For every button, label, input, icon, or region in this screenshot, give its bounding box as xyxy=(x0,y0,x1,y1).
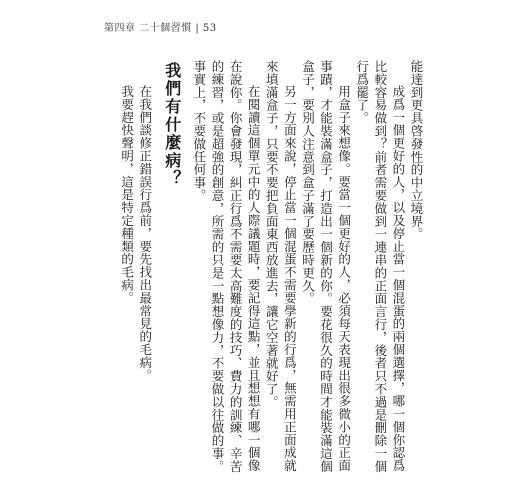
paragraph: 另一方面來說，停止當一個混蛋不需要學新的行爲，無需用正面成就來填滿盒子，只要不要把負面東西放進去，讓它空著就好了。 xyxy=(264,60,298,472)
body-text xyxy=(118,60,426,480)
running-header: 第四章 二十個習慣 | 53 xyxy=(104,23,217,34)
paragraph: 在我們談修正錯誤行爲前，要先找出最常見的毛病。 xyxy=(137,85,153,382)
paragraph: 在閱讀這個單元中的人際議題時，要記得這點，並且想想有哪一個像在說你。你會發現，糾正行爲不需要太高難度的技巧、費力的訓練、辛苦的練習，或是超強的創意，所需的只是一點想像力，不要做以往做的事。事實上，不要做任何事。 xyxy=(191,60,262,473)
paragraph: 成爲一個更好的人，以及停止當一個混蛋的兩個選擇，哪一個你認爲比較容易做到？前者需要做到一連串的正面言行，後者只不過是刪除一個行爲罷了。 xyxy=(354,60,406,473)
paragraph: 用盒子來想像。要當一個更好的人，必須每天表現出很多微小的正面事蹟，才能裝滿盒子，打造出一個新的你。要花很久的時間才能裝滿這個盒子，要別人注意到盒子滿了要歷時更久。 xyxy=(300,60,352,473)
paragraph: 能達到更具啓發性的中立境界。 xyxy=(409,60,424,241)
section-heading: 我們有什麼病？ xyxy=(162,62,182,188)
paragraph: 我要趕快聲明，這是特定種類的毛病。 xyxy=(119,85,135,305)
